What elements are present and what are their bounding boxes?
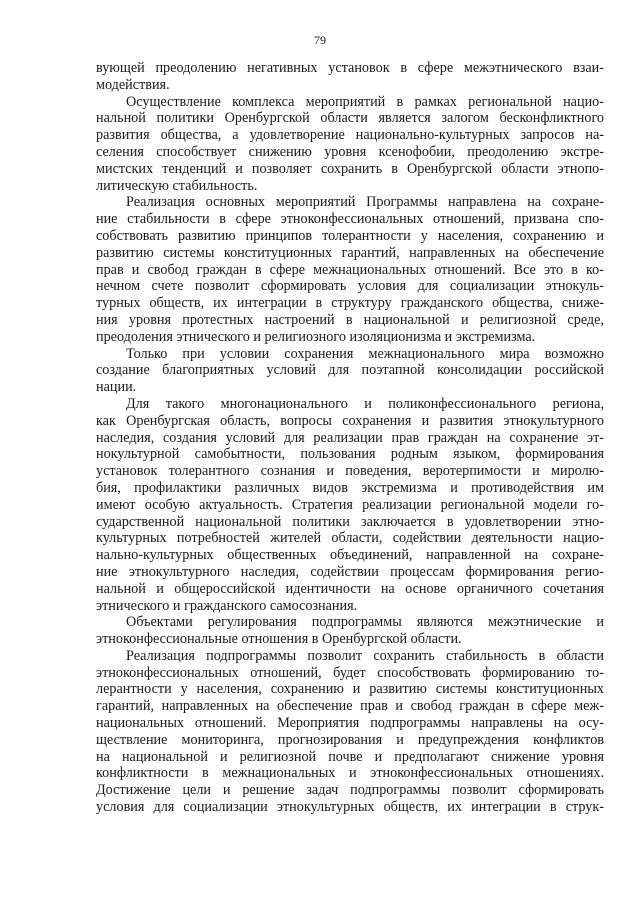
text-line: установок толерантного сознания и поведения, веротерпимости и миролю- — [96, 463, 604, 480]
text-line: имеют особую актуальность. Стратегия реализации региональной модели го- — [96, 496, 604, 513]
text-line: как Оренбургская область, вопросы сохранения и развития этнокультурного — [96, 412, 604, 429]
text-line: этнического и гражданского самосознания. — [96, 597, 358, 614]
text-line: прав и свобод граждан в сфере межнациональных отношений. Все это в ко- — [96, 261, 604, 278]
text-line: этноконфессиональных отношений, будет способствовать формированию то- — [96, 664, 604, 681]
text-line: лерантности у населения, сохранению и развитию системы конституционных — [96, 681, 604, 698]
text-line: модействия. — [96, 76, 170, 93]
text-line: Для такого многонационального и поликонфессионального региона, — [126, 395, 604, 412]
body-text — [96, 60, 604, 816]
text-line: Реализация подпрограммы позволит сохранить стабильность в области — [126, 647, 604, 664]
text-line: создание благоприятных условий для поэтапной консолидации российской — [96, 362, 604, 379]
text-line: вующей преодолению негативных установок в сфере межэтнического взаи- — [96, 60, 604, 76]
text-line: ние этнокультурного наследия, содействии процессам формирования регио- — [96, 563, 604, 580]
text-line: нальной политики Оренбургской области является залогом бесконфликтного — [96, 110, 604, 127]
text-line: Осуществление комплекса мероприятий в рамках региональной нацио- — [126, 93, 604, 110]
text-line: гарантий, направленных на обеспечение прав и свобод граждан в сфере меж- — [96, 698, 604, 715]
text-line: собствовать развитию принципов толерантности у населения, сохранению и — [96, 227, 604, 244]
text-line: литическую стабильность. — [96, 177, 258, 194]
text-line: этноконфессиональные отношения в Оренбургской области. — [96, 631, 462, 648]
text-line: ние стабильности в сфере этноконфессиональных отношений, призвана спо- — [96, 211, 604, 228]
text-line: наследия, создания условий для реализации прав граждан на сохранение эт- — [96, 429, 604, 446]
text-line: сударственной национальной политики заключается в удовлетворении этно- — [96, 513, 604, 530]
text-line: условия для социализации этнокультурных обществ, их интеграции в струк- — [96, 799, 604, 816]
text-line: развитию системы конституционных гарантий, направленных на обеспечение — [96, 244, 604, 261]
text-line: Достижение цели и решение задач подпрограммы позволит сформировать — [96, 782, 604, 799]
text-line: мистских тенденций и позволяет сохранить в Оренбургской области этнопо- — [96, 160, 604, 177]
text-line: развития общества, а удовлетворение национально-культурных запросов на- — [96, 127, 604, 144]
text-line: нечном счете позволит сформировать условия для социализации этнокуль- — [96, 278, 604, 295]
text-line: на национальной и религиозной почве и предполагают снижение уровня — [96, 748, 604, 765]
text-line: ния уровня протестных настроений в национальной и религиозной среде, — [96, 311, 604, 328]
text-line: нально-культурных общественных объединений, направленной на сохране- — [96, 547, 604, 564]
text-line: преодоления этнического и религиозного изоляционизма и экстремизма. — [96, 328, 536, 345]
text-line: нальной и общероссийской идентичности на основе органичного сочетания — [96, 580, 604, 597]
text-line: нации. — [96, 379, 137, 396]
text-line: ществление мониторинга, прогнозирования и предупреждения конфликтов — [96, 731, 604, 748]
page-number: 79 — [314, 33, 326, 47]
text-line: Реализация основных мероприятий Программы направлена на сохране- — [126, 194, 604, 211]
text-line: конфликтности в межнациональных и этноконфессиональных отношениях. — [96, 765, 604, 782]
text-line: бия, профилактики различных видов экстремизма и противодействия им — [96, 479, 604, 496]
text-line: национальных отношений. Мероприятия подпрограммы направлены на осу- — [96, 715, 604, 732]
text-line: Объектами регулирования подпрограммы являются межэтнические и — [126, 614, 604, 631]
text-line: турных обществ, их интеграции в структуру гражданского общества, сниже- — [96, 295, 604, 312]
text-line: селения способствует снижению уровня ксенофобии, преодолению экстре- — [96, 143, 604, 160]
text-line: Только при условии сохранения межнационального мира возможно — [126, 345, 604, 362]
text-line: культурных потребностей жителей области, содействии деятельности нацио- — [96, 530, 604, 547]
text-line: нокультурной самобытности, пользования родным языком, формирования — [96, 446, 604, 463]
